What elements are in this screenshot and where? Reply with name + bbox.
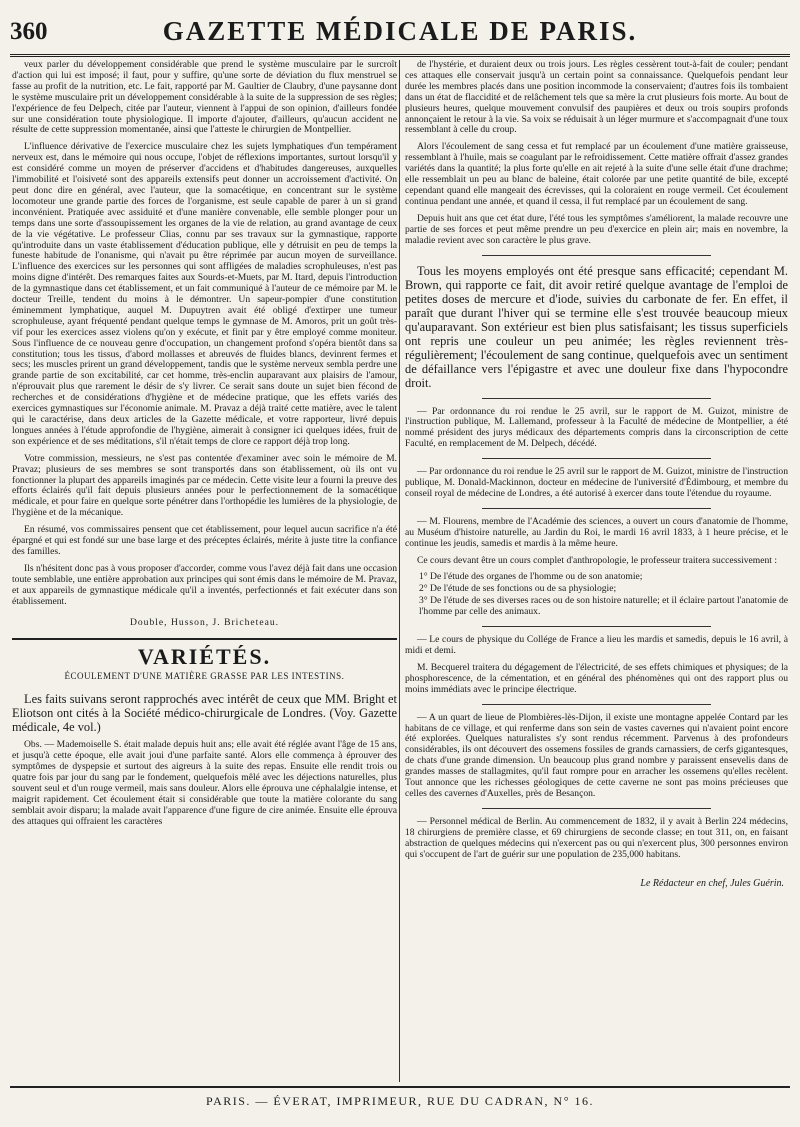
section-title-varietes: VARIÉTÉS. — [137, 644, 272, 670]
report-signatures: Double, Husson, J. Bricheteau. — [129, 616, 280, 628]
imprint-footer: PARIS. — ÉVERAT, IMPRIMEUR, RUE DU CADRAN, N° 16. — [10, 1086, 790, 1116]
column-divider — [399, 60, 400, 1082]
article-paragraph: Ils n'hésitent donc pas à vous proposer d'accorder, comme vous l'avez déjà fait dans une occasion toute semblable, une entière approbation aux principes qui sont émis dans le mémoire de M. Pravaz, et aux appareils de gymnastique médicale qu'il a inventés, perfectionnés et fait exécuter dans son établissement. — [12, 562, 397, 607]
editor-signature: Le Rédacteur en chef, Jules Guérin. — [640, 877, 784, 889]
short-rule — [482, 255, 712, 256]
short-rule — [482, 626, 712, 627]
list-item: 2° De l'étude de ses fonctions ou de sa physiologie; — [419, 583, 617, 595]
short-rule — [482, 458, 712, 459]
masthead-title: GAZETTE MÉDICALE DE PARIS. — [162, 16, 638, 46]
article-paragraph: veux parler du développement considérable que prend le système musculaire par le surcroît d'action qui lui est imposé; il faut, pour y suffire, qu'une sorte de déviation du flux menstruel se fasse au profit de la nutrition, etc. Le fait, rapporté par M. Gaultier de Claubry, d'une paysanne dont le système musculaire prit un développement considérable à la suite de la suppression de ses règles; l'expérience de feu Delpech, citée par l'auteur, viennent à l'appui de son opinion, d'ailleurs fondée sur une considération toute physiologique. Il importe d'ajouter, d'ailleurs, qu'aucun accident ne résulte de cette suppression momentanée, ainsi que l'atteste le chirurgien de Montpellier. — [12, 60, 397, 136]
short-rule — [482, 398, 712, 399]
section-separator — [12, 638, 397, 640]
article-paragraph: L'influence dérivative de l'exercice musculaire chez les sujets lymphatiques d'un tempérament nerveux est, dans le mémoire qui nous occupe, l'objet de réflexions importantes, surtout lorsqu'il y est considéré comme un moyen de préserver d'accidens et d'habitudes dangereuses, auxquelles l'immobilité et l'oisiveté sont des appareils extensifs peut donner un accroissement d'activité. On peut donc dire en général, avec l'auteur, que la somacétique, en concentrant sur le système locomoteur une grande partie des forces de l'organisme, est seule capable de parer à un si grand inconvénient. Pratiquée avec assiduité et d'une manière convenable, elle semble plonger pour un temps dans une sorte d'assoupissement les organes de la vie de relation, au grand avantage de ceux de la vie végétative. Le professeur Clias, connu par ses travaux sur la gymnastique, rapporte qu'introduite dans un vaste établissement d'éducation publique, elle y détruisit en peu de temps la funeste habitude de l'onanisme, qui n'avait pu être réprimée par aucun moyen de surveillance. L'influence des exercices sur les personnes qui sont affligées de maladies scrophuleuses, n'est pas moins digne d'intérêt. Des remarques faites aux Sourds-et-Muets, par M. Itard, depuis l'introduction de la gymnastique dans cet établissement, et un fait communiqué à l'auteur de ce mémoire par M. le docteur Treille, tendent du moins à le démontrer. Un sapeur-pompier d'une constitution éminemment lymphatique, auquel M. Dupuytren avait été obligé d'extirper une tumeur scrophuleuse, ayant fréquenté pendant quelque temps le gymnase de M. Amoros, prit un goût très-vif pour les exercices assez violens qu'on y exécute, et finit par y être employé comme moniteur. Sous l'influence de ce nouveau genre d'occupation, un changement profond s'opéra bientôt dans sa constitution; tous les tissus, d'abord mollasses et abreuvés de fluides blancs, devinrent fermes et secs; les muscles prirent un grand développement, tandis que le système nerveux sembla perdre une grande partie de son excitabilité, car cet homme, très-enclin auparavant aux plaisirs de l'amour, n'éprouvait plus que rarement le désir de s'y livrer. Ce serait sans doute un sujet bien fécond de recherches et de considérations d'hygiène et de médecine pratique, que les effets variés des exercices gymnastiques sur l'économie animale. M. Pravaz a déjà traité cette matière, avec le talent qui le caractérise, dans deux articles de la Gazette médicale, et votre rapporteur, livré depuis longues années à l'étude approfondie de l'hygiène, aimerait à consigner ici quelques idées, fruit de son expérience et de ses méditations, s'il n'était temps de clore ce rapport déjà trop long. — [12, 141, 397, 447]
news-item: — M. Flourens, membre de l'Académie des sciences, a ouvert un cours d'anatomie de l'homme, au Muséum d'histoire naturelle, au Jardin du Roi, le mardi 16 avril 1833, à 1 heure précise, et le continue les jeudis, samedis et mardis à la même heure. — [405, 515, 788, 549]
article-paragraph: En résumé, vos commissaires pensent que cet établissement, pour lequel aucun sacrifice n'a été épargné et qui est fondé sur une base large et des préceptes éclairés, mérite à juste titre la confiance des familles. — [12, 524, 397, 557]
article-paragraph: de l'hystérie, et duraient deux ou trois jours. Les règles cessèrent tout-à-fait de couler; pendant ces attaques elle conservait jusqu'à un certain point sa connaissance. Quelquefois pendant leur durée les membres placés dans une position incommode la conservaient; d'autres fois ils tombaient dans un état de flaccidité et de relâchement tels que sa mère la crut plusieurs fois morte. Au bout de plusieurs heures, quelque mouvement convulsif des paupières et deux ou trois soupirs profonds annonçaient le retour à la vie. Sa voix se réduisait à un léger murmure et s'accompagnait d'une toux ressemblant à celle du croup. — [405, 60, 788, 136]
observation-paragraph: Obs. — Mademoiselle S. était malade depuis huit ans; elle avait été réglée avant l'âge de 15 ans, et jusqu'à cette époque, elle avait joui d'une parfaite santé. Alors elle commença à éprouver des symptômes de dyspepsie et surtout des aigreurs à la suite des repas. Ensuite elle rendit trois ou quatre fois par jour du sang par le fondement, quelquefois mêlé avec les déjections naturelles, plus souvent seul et d'un rouge vermeil, mais sans douleur. Alors elle éprouva une céphalalgie intense, et maigrit rapidement. Cet écoulement était si considérable que toute la matière colorante du sang semblait avoir disparu; la malade avait l'apparence d'une figure de cire animée. Ensuite elle éprouva des attaques qui offraient les caractères — [12, 739, 397, 827]
short-rule — [482, 808, 712, 809]
short-rule — [482, 704, 712, 705]
page-number: 360 — [10, 18, 48, 45]
right-column — [405, 60, 788, 1080]
news-item: — Par ordonnance du roi rendue le 25 avril sur le rapport de M. Guizot, ministre de l'instruction publique, M. Donald-Mackinnon, docteur en médecine de l'université d'Édimbourg, et membre du conseil royal de médecine de Londres, a été autorisé à exercer dans toute l'étendue du royaume. — [405, 466, 788, 499]
course-list — [405, 572, 788, 618]
page-header — [10, 10, 790, 57]
news-item: — Par ordonnance du roi rendue le 25 avril, sur le rapport de M. Guizot, ministre de l'instruction publique, M. Lallemand, professeur à la Faculté de médecine de Montpellier, a été nommé président des jurys médicaux des départements compris dans la circonscription de cette Faculté, en remplacement de M. Delpech, décédé. — [405, 405, 788, 450]
article-intro: Les faits suivans seront rapprochés avec intérêt de ceux que MM. Bright et Eliotson ont cités à la Société médico-chirurgicale de Londres. (Voy. Gazette médicale, 4e vol.) — [12, 692, 397, 735]
news-item: — Le cours de physique du Collége de France a lieu les mardis et samedis, depuis le 16 avril, à midi et demi. — [405, 634, 788, 656]
news-item: M. Becquerel traitera du dégagement de l'électricité, de ses effets chimiques et physiques; de la phosphorescence, de la cémentation, et en général des phénomènes qui ont des rapport plus ou moins immédiats avec le principe électrique. — [405, 661, 788, 695]
article-paragraph: Alors l'écoulement de sang cessa et fut remplacé par un écoulement d'une matière graisseuse, ressemblant à l'huile, mais se coagulant par le refroidissement. Cette matière offrait d'assez grandes variétés dans la quantité; la plus forte qu'elle en ait rejeté à la suite d'une selle était d'une drachme; elle ressemblait un peu au blanc de baleine, était colorée par une petite quantité de bile, excepté cependant quand elle mangeait des écrevisses, qui la coloraient en rouge vermeil. Cet écoulement continua pendant une année, et quand il cessa, il fut remplacé par un écoulement de sang. — [405, 141, 788, 207]
article-paragraph: Votre commission, messieurs, ne s'est pas contentée d'examiner avec soin le mémoire de M. Pravaz; plusieurs de ses membres se sont transportés dans son établissement, où ils ont vu fonctionner la plupart des appareils imaginés par ce médecin. Cette visite leur a fourni la preuve des efforts éclairés qu'il fait depuis plusieurs années pour le perfectionnement de la somacétique médicale, et pour faire en quelque sorte pénétrer dans l'orthopédie les lumières de la physiologie, de l'hygiène et de la mécanique. — [12, 452, 397, 519]
left-column — [12, 60, 397, 1080]
short-rule — [482, 508, 712, 509]
article-paragraph: Depuis huit ans que cet état dure, l'été tous les symptômes s'améliorent, la malade recouvre une partie de ses forces et peut même prendre un peu d'exercice en plein air; mais en novembre, la maladie revient avec son caractère le plus grave. — [405, 212, 788, 246]
list-item: 3° De l'étude de ses diverses races ou de son histoire naturelle; et il éclaire partout l'anatomie de l'homme par celle des animaux. — [419, 595, 788, 618]
article-conclusion: Tous les moyens employés ont été presque sans efficacité; cependant M. Brown, qui rapporte ce fait, dit avoir retiré quelque avantage de l'emploi de petites doses de mercure et d'iode, suivies du carbonate de fer. En effet, il paraît que durant l'hiver qui se termine elle s'est trouvée beaucoup mieux qu'auparavant. Son extérieur est bien plus satisfaisant; les tissus superficiels ont repris une couleur un peu animée; les règles reviennent très-régulièrement; l'écoulement de sang continue, quelquefois avec un sentiment de défaillance vers l'épigastre et avec une douleur fixe dans l'hypocondre droit. — [405, 263, 788, 390]
article-subtitle: ÉCOULEMENT D'UNE MATIÈRE GRASSE PAR LES INTESTINS. — [64, 671, 345, 682]
news-item: — A un quart de lieue de Plombières-lès-Dijon, il existe une montagne appelée Contard par les habitans de ce village, et qui renferme dans son sein de vastes cavernes qui n'avaient point encore été explorées. Quelques naturalistes s'y sont rendus récemment. Parvenus à des profondeurs considérables, ils ont découvert des ossemens fossiles de grands carnassiers, de cerfs gigantesques, de chats d'une grande dimension. Un beaucoup plus grand nombre y paraissent ensevelis dans de grandes masses de stallagmites, qu'il faut rompre pour en arracher les ossemens qu'elles recèlent. Tout annonce que les richesses géologiques de cette caverne ne sont pas moins précieuses que celles des cavernes d'Auxelles, près de Besançon. — [405, 711, 788, 799]
news-item: — Personnel médical de Berlin. Au commencement de 1832, il y avait à Berlin 224 médecins, 18 chirurgiens de première classe, et 69 chirurgiens de seconde classe; en tout 311, on, en faisant abstraction de quelques médecins qui n'exercent pas ou qui n'exercent plus, 300 personnes environ qui s'occupent de l'art de guérir sur une population de 235,000 habitans. — [405, 815, 788, 860]
list-item: 1° De l'étude des organes de l'homme ou de son anatomie; — [419, 571, 643, 583]
news-item: Ce cours devant être un cours complet d'anthropologie, le professeur traitera successivement : — [417, 554, 778, 566]
